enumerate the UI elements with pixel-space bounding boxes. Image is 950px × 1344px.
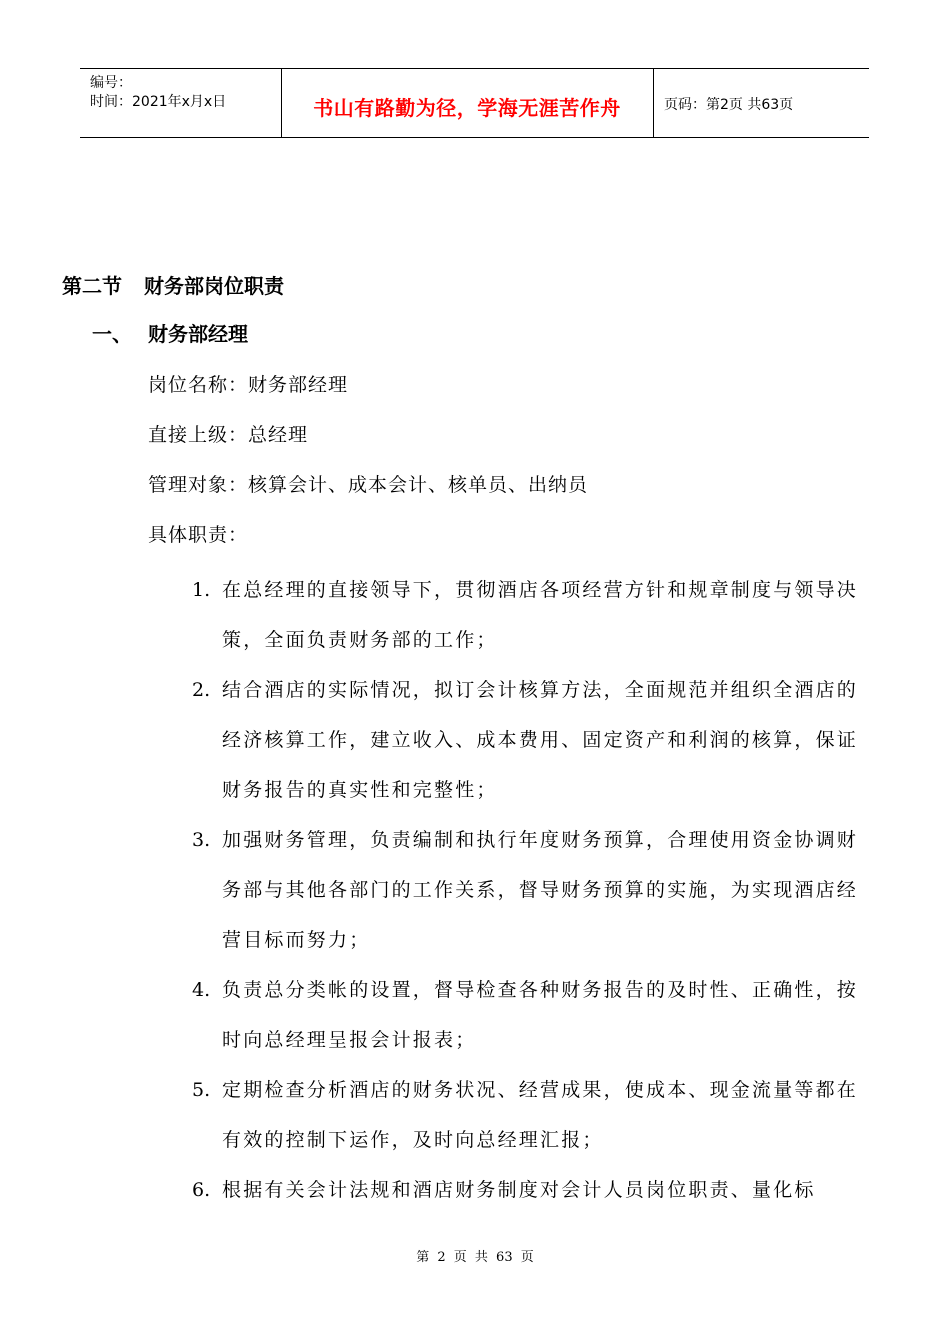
header-motto-cell <box>281 69 654 137</box>
duty-text: 定期检查分析酒店的财务状况、经营成果，使成本、现金流量等都在有效的控制下运作，及时向总经理汇报； <box>222 1079 859 1151</box>
header-info-cell <box>80 69 282 137</box>
duty-index: 4. <box>192 979 211 1001</box>
duty-index: 5. <box>192 1079 211 1101</box>
subsection-title: 财务部经理 <box>148 322 248 346</box>
duty-text: 负责总分类帐的设置，督导检查各种财务报告的及时性、正确性，按时向总经理呈报会计报表； <box>222 979 859 1051</box>
duty-item <box>192 965 872 1065</box>
duty-text: 根据有关会计法规和酒店财务制度对会计人员岗位职责、量化标 <box>222 1179 816 1201</box>
duty-item <box>192 1065 872 1165</box>
duty-text: 结合酒店的实际情况，拟订会计核算方法，全面规范并组织全酒店的经济核算工作，建立收入、成本费用、固定资产和利润的核算，保证财务报告的真实性和完整性； <box>222 679 859 801</box>
document-date-label: 时间：2021年x月x日 <box>90 94 227 110</box>
subsection-number: 一、 <box>92 322 132 346</box>
duty-item <box>192 815 872 965</box>
duties-list <box>192 565 872 1215</box>
duty-index: 6. <box>192 1179 211 1201</box>
duty-index: 1. <box>192 579 211 601</box>
direct-superior-field: 直接上级：总经理 <box>148 424 309 446</box>
section-number: 第二节 <box>62 274 122 298</box>
duty-index: 3. <box>192 829 211 851</box>
section-heading <box>62 270 284 299</box>
header-page-label: 页码：第2页 共63页 <box>664 97 794 113</box>
page-footer: 第 2 页 共 63 页 <box>416 1250 534 1265</box>
header-page-cell <box>654 69 869 137</box>
managed-staff-field: 管理对象：核算会计、成本会计、核单员、出纳员 <box>148 474 589 496</box>
position-name-field: 岗位名称：财务部经理 <box>148 374 349 396</box>
document-number-label: 编号： <box>90 75 132 91</box>
duty-item <box>192 1165 872 1215</box>
header-motto: 书山有路勤为径，学海无涯苦作舟 <box>313 95 621 120</box>
section-title: 财务部岗位职责 <box>144 274 284 298</box>
subsection-heading <box>92 318 248 347</box>
duty-item <box>192 665 872 815</box>
duty-text: 加强财务管理，负责编制和执行年度财务预算，合理使用资金协调财务部与其他各部门的工作关系，督导财务预算的实施，为实现酒店经营目标而努力； <box>222 829 859 951</box>
duty-index: 2. <box>192 679 211 701</box>
duty-item <box>192 565 872 665</box>
header-table <box>80 68 869 138</box>
duty-text: 在总经理的直接领导下，贯彻酒店各项经营方针和规章制度与领导决策，全面负责财务部的工作； <box>222 579 859 651</box>
duties-label: 具体职责： <box>148 524 249 546</box>
